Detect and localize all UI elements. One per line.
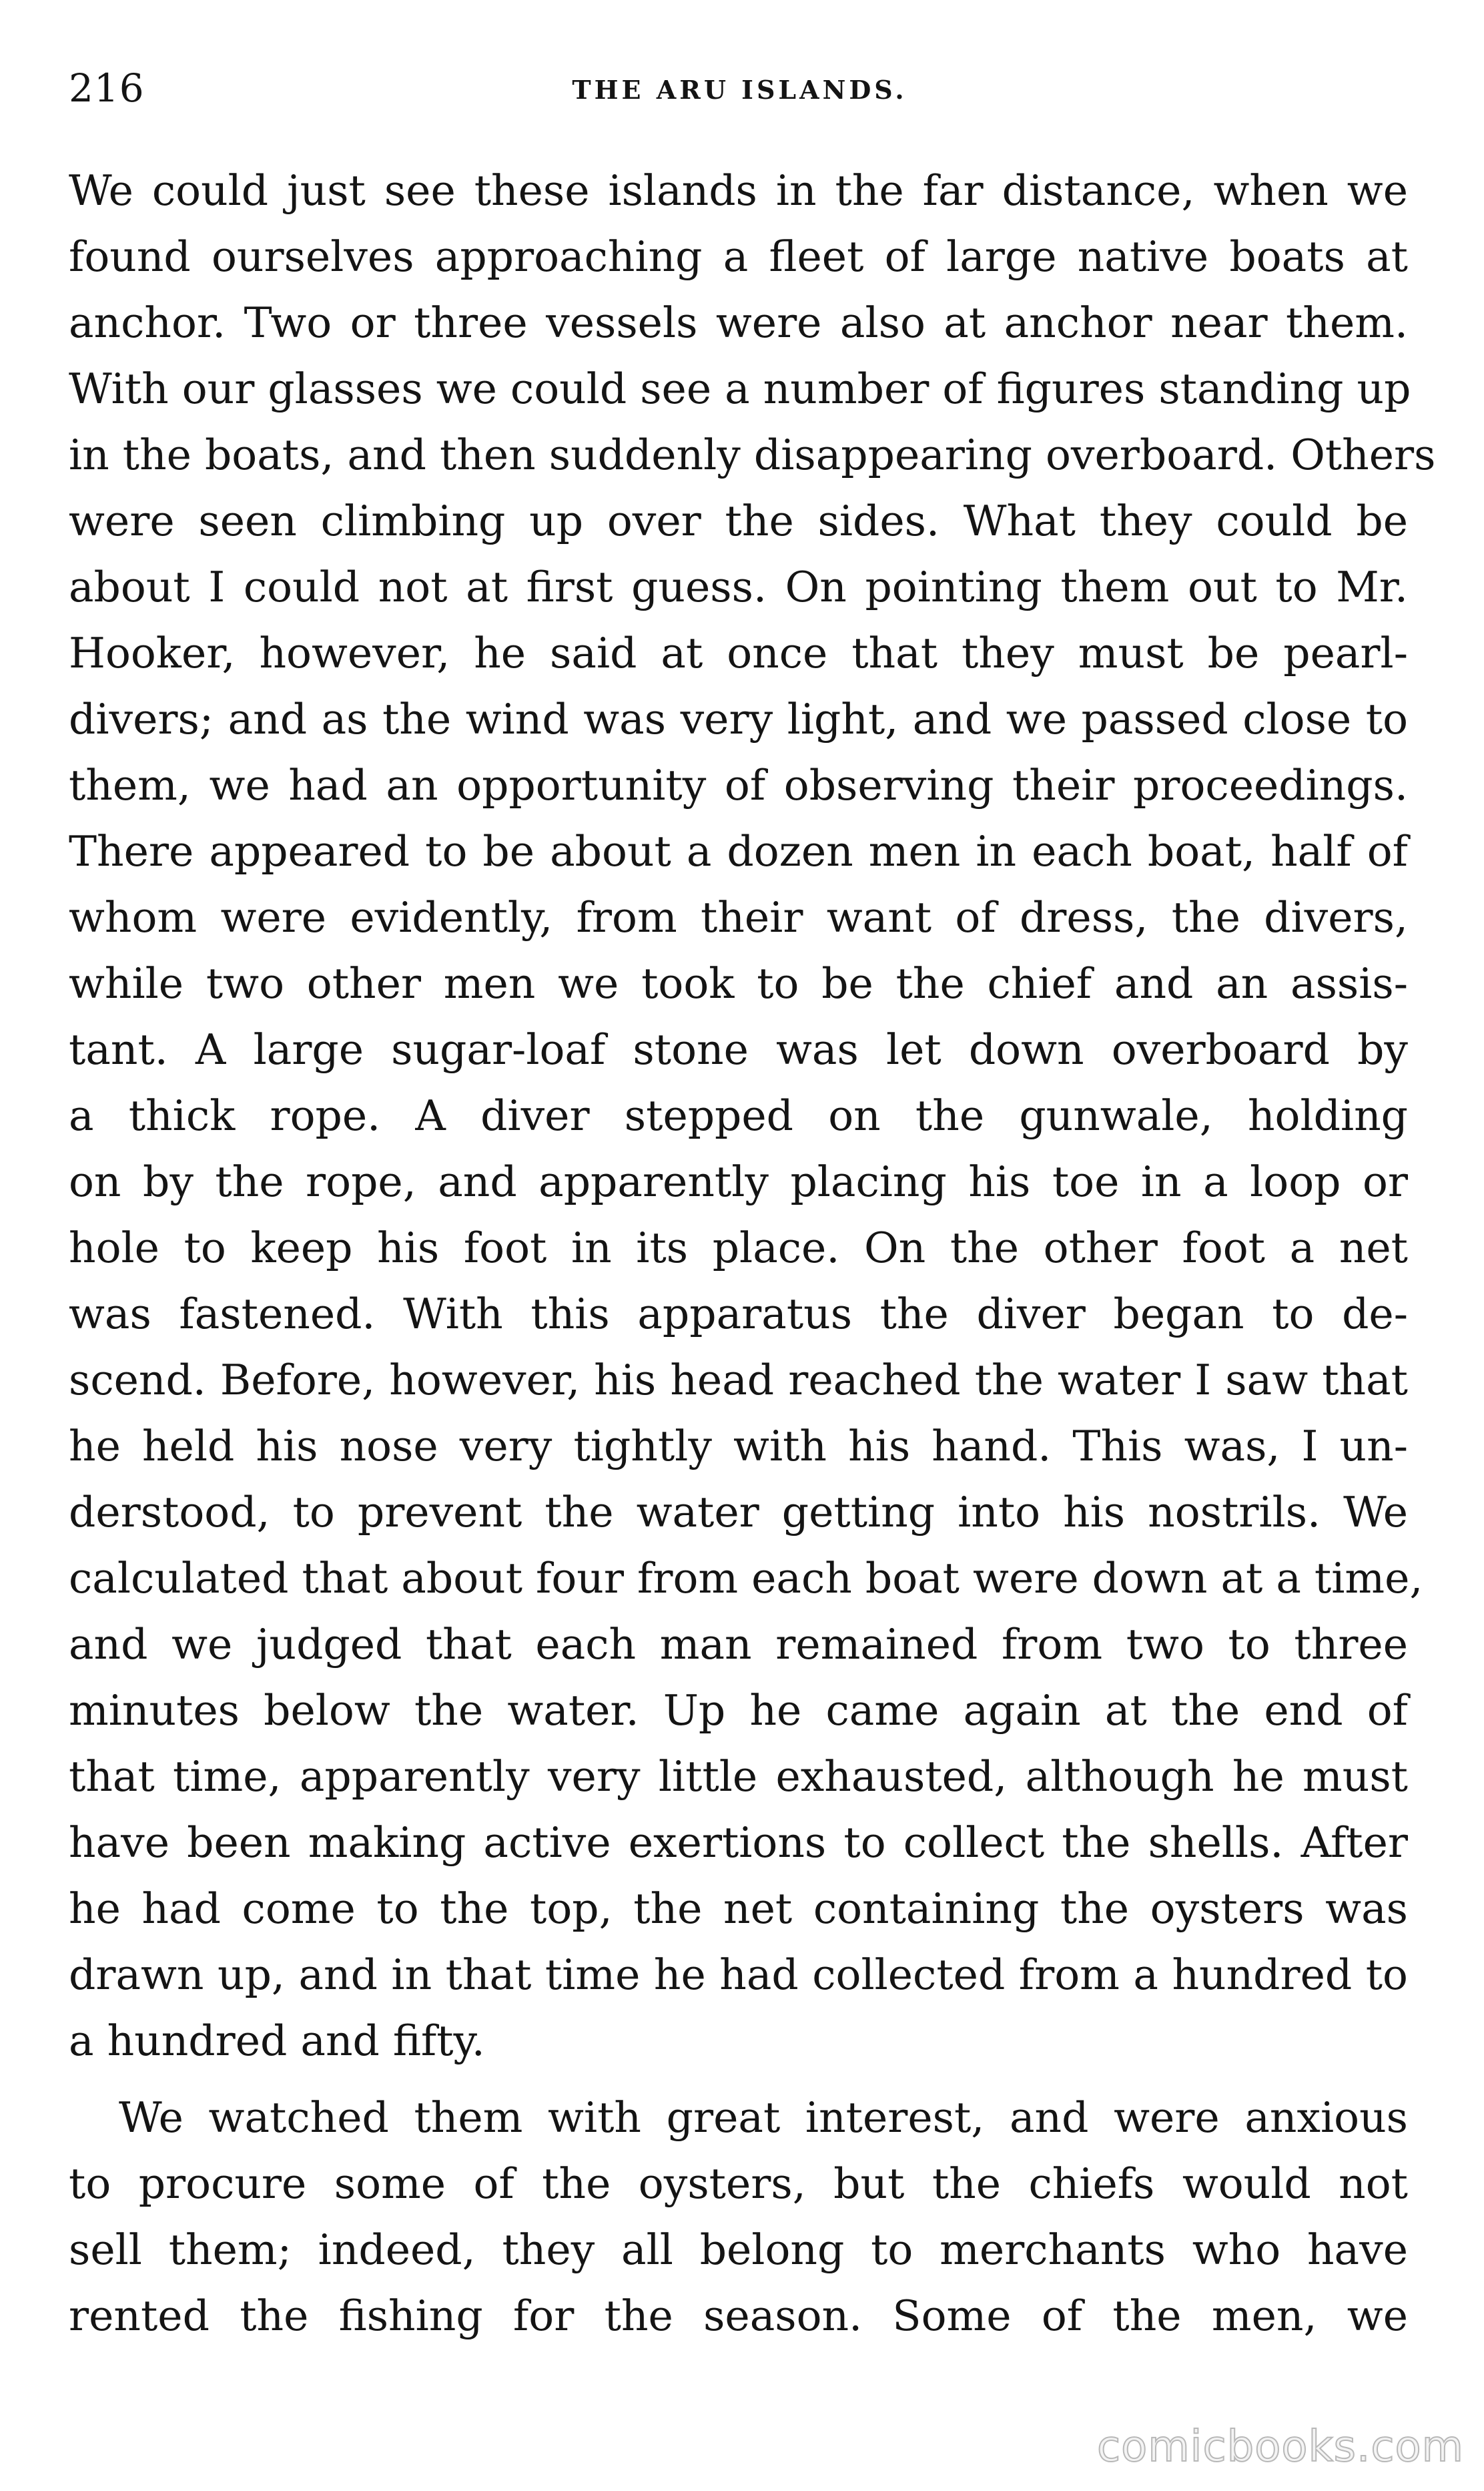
text-line: in the boats, and then suddenly disappearing overboard. Others bbox=[69, 431, 1436, 479]
text-line: tant. A large sugar-loaf stone was let down overboard by bbox=[69, 1025, 1408, 1074]
text-line: on by the rope, and apparently placing his toe in a loop or bbox=[69, 1157, 1408, 1206]
text-line: rented the fishing for the season. Some of the men, we bbox=[69, 2291, 1408, 2340]
text-line: hole to keep his foot in its place. On the other foot a net bbox=[69, 1223, 1408, 1272]
text-line: scend. Before, however, his head reached the water I saw that bbox=[69, 1356, 1408, 1404]
text-line: found ourselves approaching a fleet of large native boats at bbox=[69, 232, 1408, 281]
text-line: while two other men we took to be the chief and an assis- bbox=[69, 959, 1408, 1008]
text-line: he held his nose very tightly with his hand. This was, I un- bbox=[69, 1422, 1408, 1470]
text-line: that time, apparently very little exhausted, although he must bbox=[69, 1752, 1408, 1801]
text-line: We could just see these islands in the far distance, when we bbox=[69, 166, 1408, 215]
text-line: anchor. Two or three vessels were also at anchor near them. bbox=[69, 298, 1408, 347]
paragraph bbox=[69, 158, 1436, 2074]
page-number: 216 bbox=[69, 65, 145, 111]
text-line: to procure some of the oysters, but the chiefs would not bbox=[69, 2159, 1408, 2208]
text-line: drawn up, and in that time he had collected from a hundred to bbox=[69, 1950, 1408, 1999]
text-line: divers; and as the wind was very light, and we passed close to bbox=[69, 695, 1408, 744]
text-line: and we judged that each man remained from two to three bbox=[69, 1620, 1408, 1669]
text-line: about I could not at first guess. On pointing them out to Mr. bbox=[69, 563, 1408, 611]
text-line: whom were evidently, from their want of dress, the divers, bbox=[69, 893, 1408, 942]
text-line: Hooker, however, he said at once that they must be pearl- bbox=[69, 629, 1408, 677]
paragraph bbox=[69, 2085, 1408, 2349]
text-line: calculated that about four from each boat were down at a time, bbox=[69, 1554, 1423, 1603]
watermark-logo: comicbooks.com bbox=[1096, 2422, 1464, 2472]
text-line: them, we had an opportunity of observing their proceedings. bbox=[69, 761, 1408, 810]
text-line: a thick rope. A diver stepped on the gunwale, holding bbox=[69, 1091, 1408, 1140]
text-line: a hundred and fifty. bbox=[69, 2016, 485, 2065]
paragraph-gap bbox=[69, 2074, 1408, 2085]
text-line: derstood, to prevent the water getting into his nostrils. We bbox=[69, 1488, 1408, 1537]
text-line: With our glasses we could see a number of figures standing up bbox=[69, 364, 1411, 413]
text-line: was fastened. With this apparatus the diver began to de- bbox=[69, 1290, 1408, 1338]
running-head: THE ARU ISLANDS. bbox=[572, 75, 907, 105]
text-line: were seen climbing up over the sides. What they could be bbox=[69, 497, 1408, 545]
page-header bbox=[69, 61, 1411, 115]
text-line: he had come to the top, the net containing the oysters was bbox=[69, 1884, 1408, 1933]
text-line: have been making active exertions to collect the shells. After bbox=[69, 1818, 1408, 1867]
body-text bbox=[69, 158, 1436, 2349]
text-line: There appeared to be about a dozen men in each boat, half of bbox=[69, 827, 1408, 876]
text-line: minutes below the water. Up he came again at the end of bbox=[69, 1686, 1408, 1735]
text-line: We watched them with great interest, and were anxious bbox=[119, 2093, 1408, 2142]
text-line: sell them; indeed, they all belong to merchants who have bbox=[69, 2225, 1408, 2274]
